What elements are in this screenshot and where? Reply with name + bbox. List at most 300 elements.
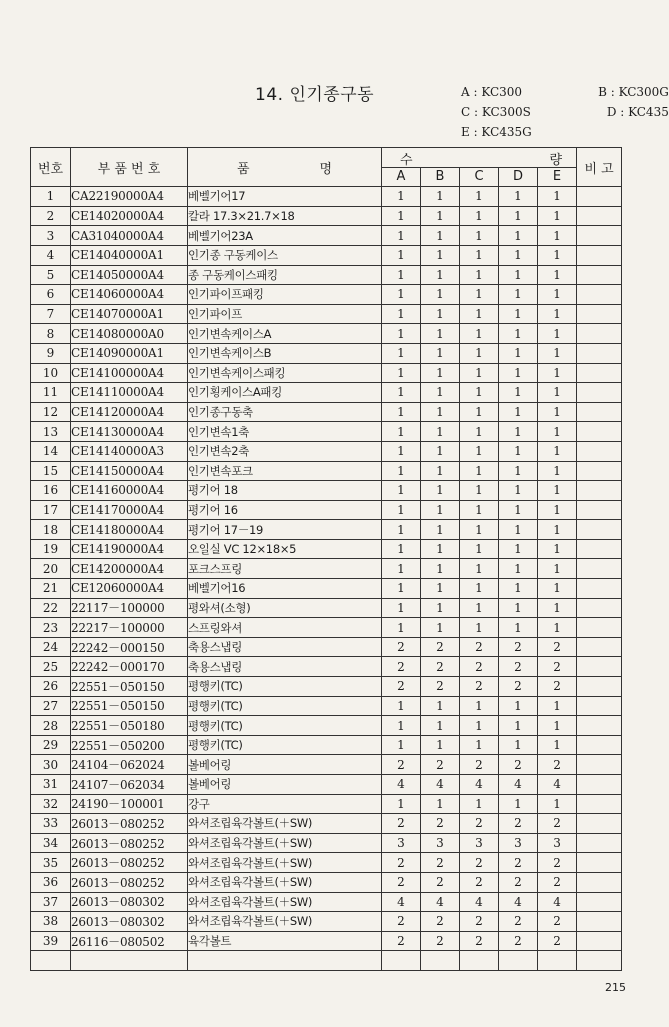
quantity-e: 1 [538, 794, 577, 814]
quantity-a: 1 [382, 618, 421, 638]
quantity-d: 1 [499, 618, 538, 638]
part-number: CE14160000A4 [71, 481, 188, 501]
quantity-d: 1 [499, 285, 538, 305]
quantity-b: 2 [421, 657, 460, 677]
part-number: CA22190000A4 [71, 187, 188, 207]
quantity-c: 1 [460, 402, 499, 422]
remarks [577, 500, 622, 520]
quantity-a: 2 [382, 931, 421, 951]
quantity-a: 2 [382, 755, 421, 775]
remarks [577, 481, 622, 501]
row-number: 12 [31, 402, 71, 422]
quantity-e: 1 [538, 422, 577, 442]
quantity-c: 2 [460, 872, 499, 892]
quantity-b: 3 [421, 833, 460, 853]
quantity-b: 2 [421, 814, 460, 834]
model-b-label: B : KC300G [598, 85, 669, 99]
quantity-c: 1 [460, 461, 499, 481]
quantity-d: 1 [499, 794, 538, 814]
remarks [577, 579, 622, 599]
quantity-b: 1 [421, 618, 460, 638]
quantity-d: 1 [499, 383, 538, 403]
quantity-b: 2 [421, 912, 460, 932]
quantity-a: 1 [382, 539, 421, 559]
quantity-b: 1 [421, 383, 460, 403]
table-row [31, 402, 622, 422]
quantity-b: 1 [421, 696, 460, 716]
quantity-e: 4 [538, 775, 577, 795]
header-model-d: D [499, 167, 538, 187]
empty-cell [71, 951, 188, 971]
row-number: 4 [31, 245, 71, 265]
row-number: 3 [31, 226, 71, 246]
quantity-c: 1 [460, 481, 499, 501]
row-number: 8 [31, 324, 71, 344]
quantity-c: 1 [460, 618, 499, 638]
remarks [577, 402, 622, 422]
remarks [577, 343, 622, 363]
quantity-b: 1 [421, 539, 460, 559]
part-number: CE14100000A4 [71, 363, 188, 383]
quantity-e: 1 [538, 735, 577, 755]
quantity-b: 1 [421, 441, 460, 461]
quantity-a: 4 [382, 775, 421, 795]
remarks [577, 755, 622, 775]
part-number: 22551－050180 [71, 716, 188, 736]
quantity-b: 1 [421, 304, 460, 324]
header-part-name [188, 148, 382, 187]
header-model-e: E [538, 167, 577, 187]
quantity-c: 1 [460, 500, 499, 520]
part-number: CE14040000A1 [71, 245, 188, 265]
table-row [31, 677, 622, 697]
quantity-b: 2 [421, 637, 460, 657]
quantity-d: 2 [499, 755, 538, 775]
quantity-e: 1 [538, 226, 577, 246]
quantity-c: 1 [460, 559, 499, 579]
table-row [31, 833, 622, 853]
quantity-b: 2 [421, 677, 460, 697]
header-part-name-2: 명 [319, 161, 333, 177]
remarks [577, 441, 622, 461]
quantity-d: 1 [499, 245, 538, 265]
row-number: 15 [31, 461, 71, 481]
quantity-a: 1 [382, 402, 421, 422]
part-number: CE12060000A4 [71, 579, 188, 599]
quantity-e: 1 [538, 520, 577, 540]
row-number: 26 [31, 677, 71, 697]
quantity-d: 1 [499, 324, 538, 344]
remarks [577, 775, 622, 795]
header-part-number: 부 품 번 호 [71, 148, 188, 187]
model-e-label: E : KC435G [461, 125, 532, 139]
part-name: 육각볼트 [188, 931, 382, 951]
empty-cell [382, 951, 421, 971]
part-number: 22551－050150 [71, 696, 188, 716]
quantity-d: 3 [499, 833, 538, 853]
quantity-c: 1 [460, 363, 499, 383]
quantity-a: 1 [382, 520, 421, 540]
quantity-e: 1 [538, 245, 577, 265]
part-name: 평기어 18 [188, 481, 382, 501]
table-row [31, 187, 622, 207]
part-name: 인기변속2축 [188, 441, 382, 461]
quantity-e: 1 [538, 441, 577, 461]
header-part-name-1: 품 [236, 161, 250, 177]
part-number: 26013－080252 [71, 833, 188, 853]
quantity-d: 2 [499, 637, 538, 657]
quantity-c: 1 [460, 324, 499, 344]
quantity-b: 1 [421, 579, 460, 599]
remarks [577, 363, 622, 383]
quantity-d: 1 [499, 187, 538, 207]
parts-table [30, 147, 622, 971]
remarks [577, 539, 622, 559]
row-number: 37 [31, 892, 71, 912]
part-name: 평기어 17－19 [188, 520, 382, 540]
table-row [31, 206, 622, 226]
part-name: 인기횡케이스A패킹 [188, 383, 382, 403]
row-number: 2 [31, 206, 71, 226]
quantity-c: 2 [460, 755, 499, 775]
quantity-e: 1 [538, 716, 577, 736]
quantity-b: 1 [421, 206, 460, 226]
remarks [577, 559, 622, 579]
quantity-c: 1 [460, 206, 499, 226]
table-row [31, 500, 622, 520]
remarks [577, 324, 622, 344]
remarks [577, 265, 622, 285]
remarks [577, 912, 622, 932]
quantity-c: 4 [460, 775, 499, 795]
table-row [31, 755, 622, 775]
row-number: 25 [31, 657, 71, 677]
part-name: 강구 [188, 794, 382, 814]
quantity-e: 1 [538, 383, 577, 403]
remarks [577, 637, 622, 657]
part-number: CE14190000A4 [71, 539, 188, 559]
quantity-b: 1 [421, 245, 460, 265]
empty-cell [421, 951, 460, 971]
part-number: 22242－000170 [71, 657, 188, 677]
part-name: 칼라 17.3×21.7×18 [188, 206, 382, 226]
quantity-c: 2 [460, 853, 499, 873]
quantity-b: 1 [421, 324, 460, 344]
remarks [577, 618, 622, 638]
row-number: 30 [31, 755, 71, 775]
table-row [31, 618, 622, 638]
quantity-a: 1 [382, 187, 421, 207]
quantity-a: 1 [382, 343, 421, 363]
header-model-b: B [421, 167, 460, 187]
quantity-c: 2 [460, 931, 499, 951]
part-name: 볼베어링 [188, 775, 382, 795]
quantity-c: 2 [460, 637, 499, 657]
quantity-a: 1 [382, 363, 421, 383]
quantity-d: 1 [499, 363, 538, 383]
remarks [577, 853, 622, 873]
table-row [31, 637, 622, 657]
quantity-e: 1 [538, 402, 577, 422]
quantity-d: 1 [499, 461, 538, 481]
quantity-a: 1 [382, 696, 421, 716]
table-row [31, 912, 622, 932]
table-row [31, 775, 622, 795]
part-number: CE14060000A4 [71, 285, 188, 305]
quantity-d: 1 [499, 500, 538, 520]
quantity-c: 1 [460, 304, 499, 324]
quantity-a: 1 [382, 598, 421, 618]
quantity-a: 2 [382, 657, 421, 677]
quantity-b: 1 [421, 285, 460, 305]
table-row [31, 383, 622, 403]
row-number: 22 [31, 598, 71, 618]
quantity-d: 1 [499, 206, 538, 226]
part-name: 볼베어링 [188, 755, 382, 775]
part-number: CA31040000A4 [71, 226, 188, 246]
quantity-c: 2 [460, 657, 499, 677]
quantity-d: 2 [499, 853, 538, 873]
page-title: 14. 인기종구동 [255, 85, 375, 105]
part-number: CE14020000A4 [71, 206, 188, 226]
table-row-empty [31, 951, 622, 971]
remarks [577, 226, 622, 246]
remarks [577, 931, 622, 951]
row-number: 28 [31, 716, 71, 736]
quantity-e: 1 [538, 500, 577, 520]
quantity-e: 1 [538, 539, 577, 559]
part-name: 와셔조립육각볼트(＋SW) [188, 853, 382, 873]
quantity-d: 2 [499, 814, 538, 834]
quantity-c: 1 [460, 422, 499, 442]
table-row [31, 853, 622, 873]
table-row [31, 539, 622, 559]
part-number: 26116－080502 [71, 931, 188, 951]
remarks [577, 598, 622, 618]
row-number: 35 [31, 853, 71, 873]
quantity-d: 1 [499, 343, 538, 363]
table-row [31, 265, 622, 285]
part-name: 인기변속케이스B [188, 343, 382, 363]
quantity-c: 1 [460, 226, 499, 246]
row-number: 33 [31, 814, 71, 834]
quantity-e: 1 [538, 187, 577, 207]
quantity-a: 2 [382, 872, 421, 892]
quantity-c: 3 [460, 833, 499, 853]
remarks [577, 422, 622, 442]
table-row [31, 579, 622, 599]
quantity-a: 1 [382, 500, 421, 520]
header-model-c: C [460, 167, 499, 187]
quantity-c: 1 [460, 696, 499, 716]
table-row [31, 324, 622, 344]
table-row [31, 872, 622, 892]
quantity-a: 1 [382, 245, 421, 265]
quantity-d: 2 [499, 677, 538, 697]
table-row [31, 931, 622, 951]
header-no: 번호 [31, 148, 71, 187]
quantity-a: 2 [382, 853, 421, 873]
model-d-label: D : KC435 [606, 105, 669, 119]
quantity-d: 1 [499, 539, 538, 559]
quantity-c: 1 [460, 441, 499, 461]
quantity-b: 1 [421, 187, 460, 207]
quantity-a: 1 [382, 324, 421, 344]
table-row [31, 716, 622, 736]
part-number: CE14050000A4 [71, 265, 188, 285]
part-number: CE14180000A4 [71, 520, 188, 540]
quantity-b: 1 [421, 598, 460, 618]
part-name: 인기변속1축 [188, 422, 382, 442]
quantity-b: 1 [421, 481, 460, 501]
quantity-e: 2 [538, 637, 577, 657]
part-number: 22117－100000 [71, 598, 188, 618]
empty-cell [460, 951, 499, 971]
part-name: 인기파이프 [188, 304, 382, 324]
remarks [577, 657, 622, 677]
quantity-e: 1 [538, 285, 577, 305]
quantity-d: 2 [499, 872, 538, 892]
header-quantity [382, 148, 577, 168]
part-name: 평행키(TC) [188, 696, 382, 716]
part-number: 24190－100001 [71, 794, 188, 814]
quantity-e: 1 [538, 343, 577, 363]
quantity-b: 1 [421, 265, 460, 285]
part-name: 평행키(TC) [188, 716, 382, 736]
quantity-a: 3 [382, 833, 421, 853]
quantity-b: 2 [421, 853, 460, 873]
quantity-b: 4 [421, 892, 460, 912]
quantity-a: 2 [382, 814, 421, 834]
part-name: 인기종 구동케이스 [188, 245, 382, 265]
quantity-d: 1 [499, 598, 538, 618]
quantity-a: 1 [382, 794, 421, 814]
table-row [31, 245, 622, 265]
quantity-d: 1 [499, 265, 538, 285]
quantity-a: 1 [382, 383, 421, 403]
quantity-e: 1 [538, 461, 577, 481]
remarks [577, 716, 622, 736]
part-number: CE14140000A3 [71, 441, 188, 461]
part-name: 와셔조립육각볼트(＋SW) [188, 833, 382, 853]
quantity-d: 2 [499, 912, 538, 932]
part-number: 26013－080252 [71, 853, 188, 873]
quantity-a: 1 [382, 304, 421, 324]
row-number: 38 [31, 912, 71, 932]
remarks [577, 735, 622, 755]
row-number: 9 [31, 343, 71, 363]
row-number: 23 [31, 618, 71, 638]
empty-cell [188, 951, 382, 971]
row-number: 32 [31, 794, 71, 814]
row-number: 14 [31, 441, 71, 461]
row-number: 19 [31, 539, 71, 559]
quantity-d: 1 [499, 441, 538, 461]
quantity-c: 2 [460, 677, 499, 697]
quantity-e: 1 [538, 618, 577, 638]
table-row [31, 892, 622, 912]
row-number: 24 [31, 637, 71, 657]
quantity-c: 1 [460, 383, 499, 403]
quantity-a: 2 [382, 677, 421, 697]
quantity-d: 4 [499, 775, 538, 795]
table-row [31, 520, 622, 540]
quantity-b: 4 [421, 775, 460, 795]
table-row [31, 559, 622, 579]
table-row [31, 441, 622, 461]
model-legend-row [461, 102, 669, 122]
part-number: CE14170000A4 [71, 500, 188, 520]
part-number: CE14130000A4 [71, 422, 188, 442]
table-row [31, 735, 622, 755]
part-number: 22551－050200 [71, 735, 188, 755]
remarks [577, 520, 622, 540]
quantity-b: 1 [421, 422, 460, 442]
quantity-e: 1 [538, 324, 577, 344]
quantity-d: 1 [499, 520, 538, 540]
quantity-c: 1 [460, 520, 499, 540]
page-number: 215 [605, 981, 626, 994]
quantity-b: 1 [421, 559, 460, 579]
part-name: 포크스프링 [188, 559, 382, 579]
part-name: 오일실 VC 12×18×5 [188, 539, 382, 559]
row-number: 16 [31, 481, 71, 501]
quantity-e: 2 [538, 677, 577, 697]
remarks [577, 833, 622, 853]
table-row [31, 226, 622, 246]
empty-cell [31, 951, 71, 971]
part-name: 베벨기어16 [188, 579, 382, 599]
row-number: 21 [31, 579, 71, 599]
part-name: 와셔조립육각볼트(＋SW) [188, 912, 382, 932]
quantity-e: 1 [538, 363, 577, 383]
empty-cell [499, 951, 538, 971]
header-row [31, 148, 622, 168]
quantity-d: 1 [499, 559, 538, 579]
quantity-c: 2 [460, 912, 499, 932]
quantity-b: 1 [421, 461, 460, 481]
remarks [577, 304, 622, 324]
quantity-e: 1 [538, 559, 577, 579]
quantity-d: 1 [499, 735, 538, 755]
quantity-e: 2 [538, 853, 577, 873]
quantity-e: 1 [538, 304, 577, 324]
row-number: 6 [31, 285, 71, 305]
table-row [31, 657, 622, 677]
part-name: 베벨기어23A [188, 226, 382, 246]
part-name: 와셔조립육각볼트(＋SW) [188, 872, 382, 892]
row-number: 39 [31, 931, 71, 951]
model-legend-row [461, 82, 669, 102]
part-number: 26013－080252 [71, 872, 188, 892]
quantity-e: 2 [538, 912, 577, 932]
table-row [31, 363, 622, 383]
remarks [577, 696, 622, 716]
table-row [31, 285, 622, 305]
quantity-c: 4 [460, 892, 499, 912]
quantity-c: 1 [460, 539, 499, 559]
table-row [31, 304, 622, 324]
quantity-e: 1 [538, 579, 577, 599]
quantity-e: 1 [538, 481, 577, 501]
row-number: 13 [31, 422, 71, 442]
part-name: 와셔조립육각볼트(＋SW) [188, 814, 382, 834]
quantity-d: 1 [499, 402, 538, 422]
row-number: 18 [31, 520, 71, 540]
quantity-a: 1 [382, 735, 421, 755]
row-number: 10 [31, 363, 71, 383]
table-row [31, 422, 622, 442]
